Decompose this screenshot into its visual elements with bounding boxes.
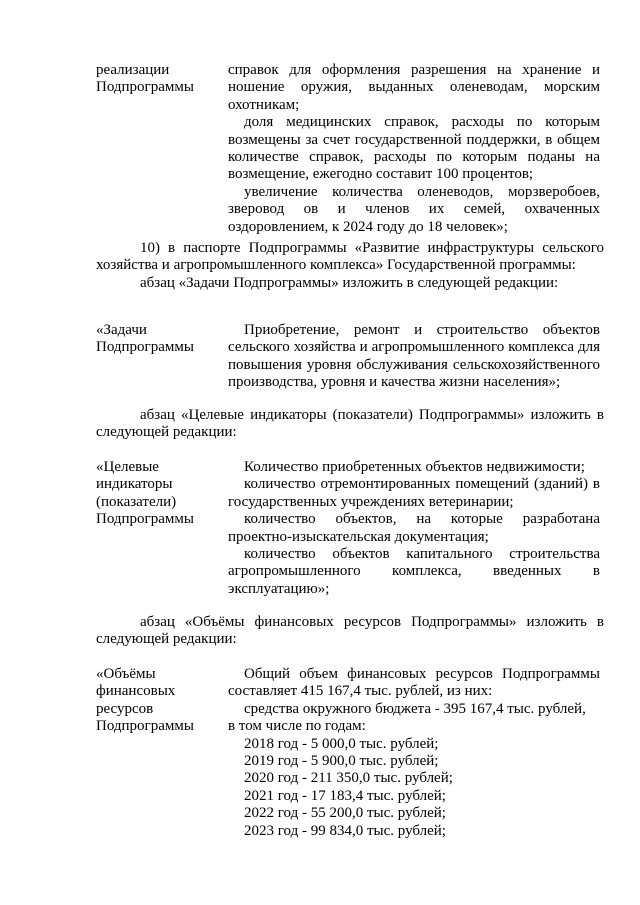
- text-line: 2020 год - 211 350,0 тыс. рублей;: [244, 770, 453, 787]
- text-line: ношение оружия, выданных оленеводам, морским: [228, 79, 600, 96]
- label-line: Подпрограммы: [96, 79, 194, 96]
- label-line: «Задачи: [96, 322, 147, 338]
- label-line: Подпрограммы: [96, 718, 194, 735]
- label-line: ресурсов: [96, 700, 154, 717]
- text-line: следующей редакции:: [96, 424, 237, 441]
- text-line: 2021 год - 17 183,4 тыс. рублей;: [244, 787, 446, 804]
- text-line: агропромышленного комплекса, введенных в: [228, 563, 600, 580]
- text-line: 2019 год - 5 900,0 тыс. рублей;: [244, 753, 439, 770]
- text-line: количество отремонтированных помещений (зданий) в: [244, 476, 600, 493]
- text-line: сельского хозяйства и агропромышленного комплекса для: [228, 339, 600, 356]
- text-line: в том числе по годам:: [228, 718, 366, 735]
- text-line: охотникам;: [228, 96, 300, 113]
- text-line: количество объектов капитального строительства: [244, 546, 600, 563]
- text-line: абзац «Объёмы финансовых ресурсов Подпрограммы» изложить в: [140, 614, 604, 630]
- text-line: количестве справок, расходы по которым поданы на: [228, 149, 600, 166]
- block-text: [228, 62, 600, 236]
- text-line: Приобретение, ремонт и строительство объектов: [244, 322, 600, 338]
- text-line: 2018 год - 5 000,0 тыс. рублей;: [244, 735, 439, 752]
- text-line: составляет 415 167,4 тыс. рублей, из них:: [228, 683, 493, 700]
- label-line: индикаторы: [96, 476, 173, 493]
- block-text: [228, 459, 600, 598]
- text-line: эксплуатацию»;: [228, 580, 330, 597]
- text-line: зверовод ов и членов их семей, охваченных: [228, 201, 600, 218]
- block-text: [228, 666, 600, 840]
- paragraph-finance: [96, 614, 604, 649]
- paragraph-10: [96, 240, 604, 292]
- text-line: доля медицинских справок, расходы по которым: [244, 114, 600, 131]
- text-line: возмещение, ежегодно составит 100 процентов;: [228, 166, 534, 183]
- label-line: (показатели): [96, 493, 177, 510]
- block-label: [96, 459, 224, 529]
- text-line: 2022 год - 55 200,0 тыс. рублей;: [244, 805, 446, 822]
- block-label: [96, 322, 224, 357]
- text-line: Общий объем финансовых ресурсов Подпрограммы: [244, 666, 600, 682]
- text-line: количество объектов, на которые разработана: [244, 511, 600, 528]
- text-line: государственных учреждениях ветеринарии;: [228, 493, 514, 510]
- label-line: реализации: [96, 62, 170, 78]
- label-line: «Целевые: [96, 459, 159, 475]
- text-line: производства, уровня и качества жизни населения»;: [228, 374, 561, 391]
- text-line: 10) в паспорте Подпрограммы «Развитие инфраструктуры сельского: [140, 240, 604, 256]
- text-line: средства окружного бюджета - 395 167,4 тыс. рублей,: [244, 700, 586, 717]
- text-line: абзац «Задачи Подпрограммы» изложить в следующей редакции:: [140, 274, 559, 291]
- label-line: Подпрограммы: [96, 339, 194, 356]
- text-line: увеличение количества оленеводов, морзверобоев,: [244, 183, 600, 200]
- label-line: «Объёмы: [96, 666, 156, 682]
- text-line: Количество приобретенных объектов недвижимости;: [244, 459, 585, 475]
- block-text: [228, 322, 600, 392]
- paragraph-indicators: [96, 407, 604, 442]
- text-line: 2023 год - 99 834,0 тыс. рублей;: [244, 822, 446, 839]
- block-label: [96, 666, 224, 736]
- text-line: возмещены за счет государственной поддержки, в общем: [228, 131, 600, 148]
- text-line: справок для оформления разрешения на хранение и: [228, 62, 600, 78]
- text-line: абзац «Целевые индикаторы (показатели) Подпрограммы» изложить в: [140, 407, 604, 423]
- label-line: Подпрограммы: [96, 511, 194, 528]
- text-line: проектно-изыскательская документация;: [228, 528, 489, 545]
- block-label: [96, 62, 224, 97]
- label-line: финансовых: [96, 683, 176, 700]
- text-line: повышения уровня обслуживания сельскохозяйственного: [228, 356, 600, 373]
- text-line: оздоровлением, к 2024 году до 18 человек»;: [228, 218, 508, 235]
- text-line: следующей редакции:: [96, 631, 237, 648]
- text-line: хозяйства и агропромышленного комплекса» Государственной программы:: [96, 257, 576, 274]
